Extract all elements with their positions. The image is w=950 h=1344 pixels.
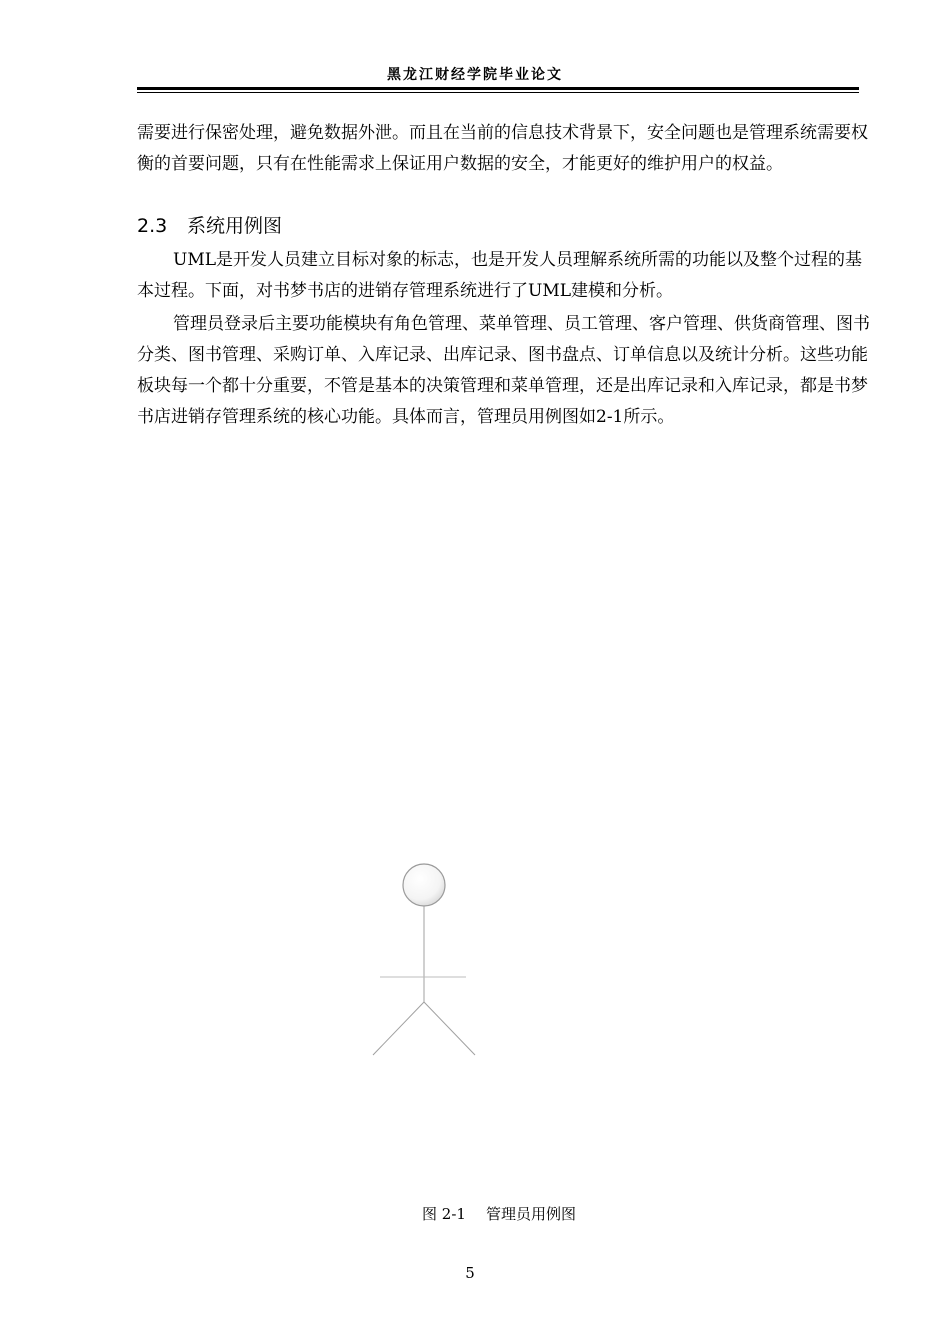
actor-left-leg — [373, 1002, 424, 1055]
paragraph-security: 需要进行保密处理，避免数据外泄。而且在当前的信息技术背景下，安全问题也是管理系统需要权衡的首要问题，只有在性能需求上保证用户数据的安全，才能更好的维护用户的权益。 — [137, 123, 868, 174]
section-title: 系统用例图 — [187, 215, 283, 237]
paragraph-uml-intro: UML是开发人员建立目标对象的标志，也是开发人员理解系统所需的功能以及整个过程的基本过程。下面，对书梦书店的进销存管理系统进行了UML建模和分析。 — [137, 250, 863, 301]
header-rule-thin — [137, 92, 859, 93]
figure-number: 图 2-1 — [422, 1205, 466, 1223]
actor-figure — [373, 864, 475, 1055]
page-number: 5 — [465, 1264, 475, 1282]
section-number: 2.3 — [137, 215, 168, 237]
paragraph-admin-modules: 管理员登录后主要功能模块有角色管理、菜单管理、员工管理、客户管理、供货商管理、图书分类、图书管理、采购订单、入库记录、出库记录、图书盘点、订单信息以及统计分析。这些功能板块每一个都十分重要，不管是基本的决策管理和菜单管理，还是出库记录和入库记录，都是书梦书店进销存管理系统的核心功能。具体而言，管理员用例图如2-1所示。 — [137, 314, 870, 427]
running-header: 黑龙江财经学院毕业论文 — [387, 67, 563, 83]
actor-head — [403, 864, 445, 906]
figure-title: 管理员用例图 — [485, 1205, 576, 1223]
section-heading — [137, 211, 282, 241]
actor-right-leg — [424, 1002, 475, 1055]
header-rule-thick — [137, 87, 859, 90]
use-case-diagram — [360, 850, 490, 1065]
figure-caption — [0, 1203, 950, 1224]
